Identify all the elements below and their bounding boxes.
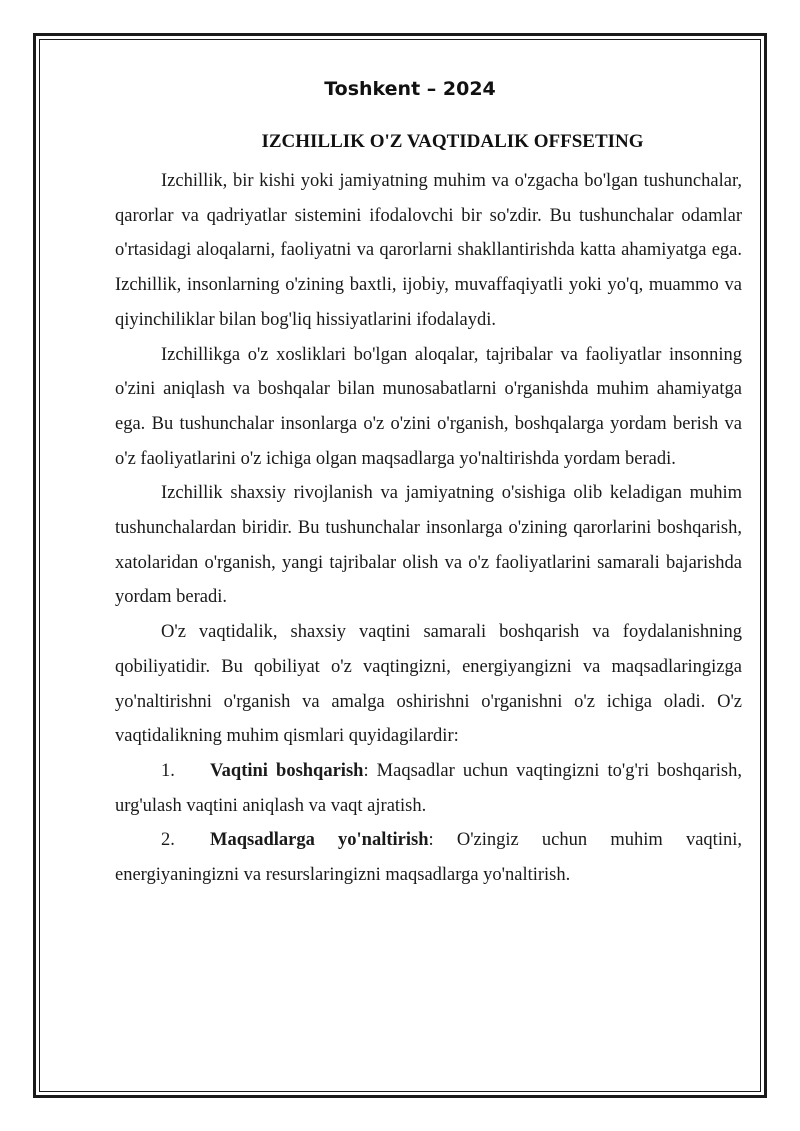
list-item [115, 823, 742, 892]
place-year-heading: Toshkent – 2024 [324, 78, 496, 100]
list-item-number: 2. [161, 830, 175, 851]
paragraph: Izchillikga o'z xosliklari bo'lgan aloqalar, tajribalar va faoliyatlar insonning o'zini aniqlash va boshqalar bilan munosabatlarni o'rganishda muhim ahamiyatga ega. Bu tushunchalar insonlarga o'z o'zini o'rganish, boshqalarga yordam berish va o'z faoliyatlarini o'z ichiga olgan maqsadlarga yo'naltirishda yordam beradi. [115, 344, 742, 469]
list-item-term: Maqsadlarga yo'naltirish [210, 830, 429, 851]
list-item-text: : Maqsadlar uchun vaqtingizni to'g'ri boshqarish, urg'ulash vaqtini aniqlash va vaqt ajratish. [115, 760, 742, 816]
list-item-number: 1. [161, 760, 175, 781]
paragraph: Izchillik shaxsiy rivojlanish va jamiyatning o'sishiga olib keladigan muhim tushunchalardan biridir. Bu tushunchalar insonlarga o'zining qarorlarini boshqarish, xatolaridan o'rganish, yangi tajribalar olish va o'z faoliyatlarini samarali bajarishda yordam beradi. [115, 483, 742, 608]
paragraph: Izchillik, bir kishi yoki jamiyatning muhim va o'zgacha bo'lgan tushunchalar, qarorlar va qadriyatlar sistemini ifodalovchi bir so'zdir. Bu tushunchalar odamlar o'rtasidagi aloqalarni, faoliyatni va qarorlarni shakllantirishda katta ahamiyatga ega. Izchillik, insonlarning o'zining baxtli, ijobiy, muvaffaqiyatli yoki yo'q, muammo va qiyinchiliklar bilan bog'liq hissiyatlarini ifodalaydi. [115, 171, 742, 330]
list-item-term: Vaqtini boshqarish [210, 760, 364, 781]
paragraph: O'z vaqtidalik, shaxsiy vaqtini samarali boshqarish va foydalanishning qobiliyatidir. Bu qobiliyat o'z vaqtingizni, energiyangizni va maqsadlaringizga yo'naltirishni o'rganish va amalga oshirishni o'rganishni o'z ichiga oladi. O'z vaqtidalikning muhim qismlari quyidagilardir: [115, 622, 742, 747]
document-body [115, 164, 742, 893]
list-item [115, 754, 742, 823]
list-item-text: : O'zingiz uchun muhim vaqtini, energiyaningizni va resurslaringizni maqsadlarga yo'naltirish. [115, 830, 742, 886]
document-title: IZCHILLIK O'Z VAQTIDALIK OFFSETING [261, 131, 644, 152]
